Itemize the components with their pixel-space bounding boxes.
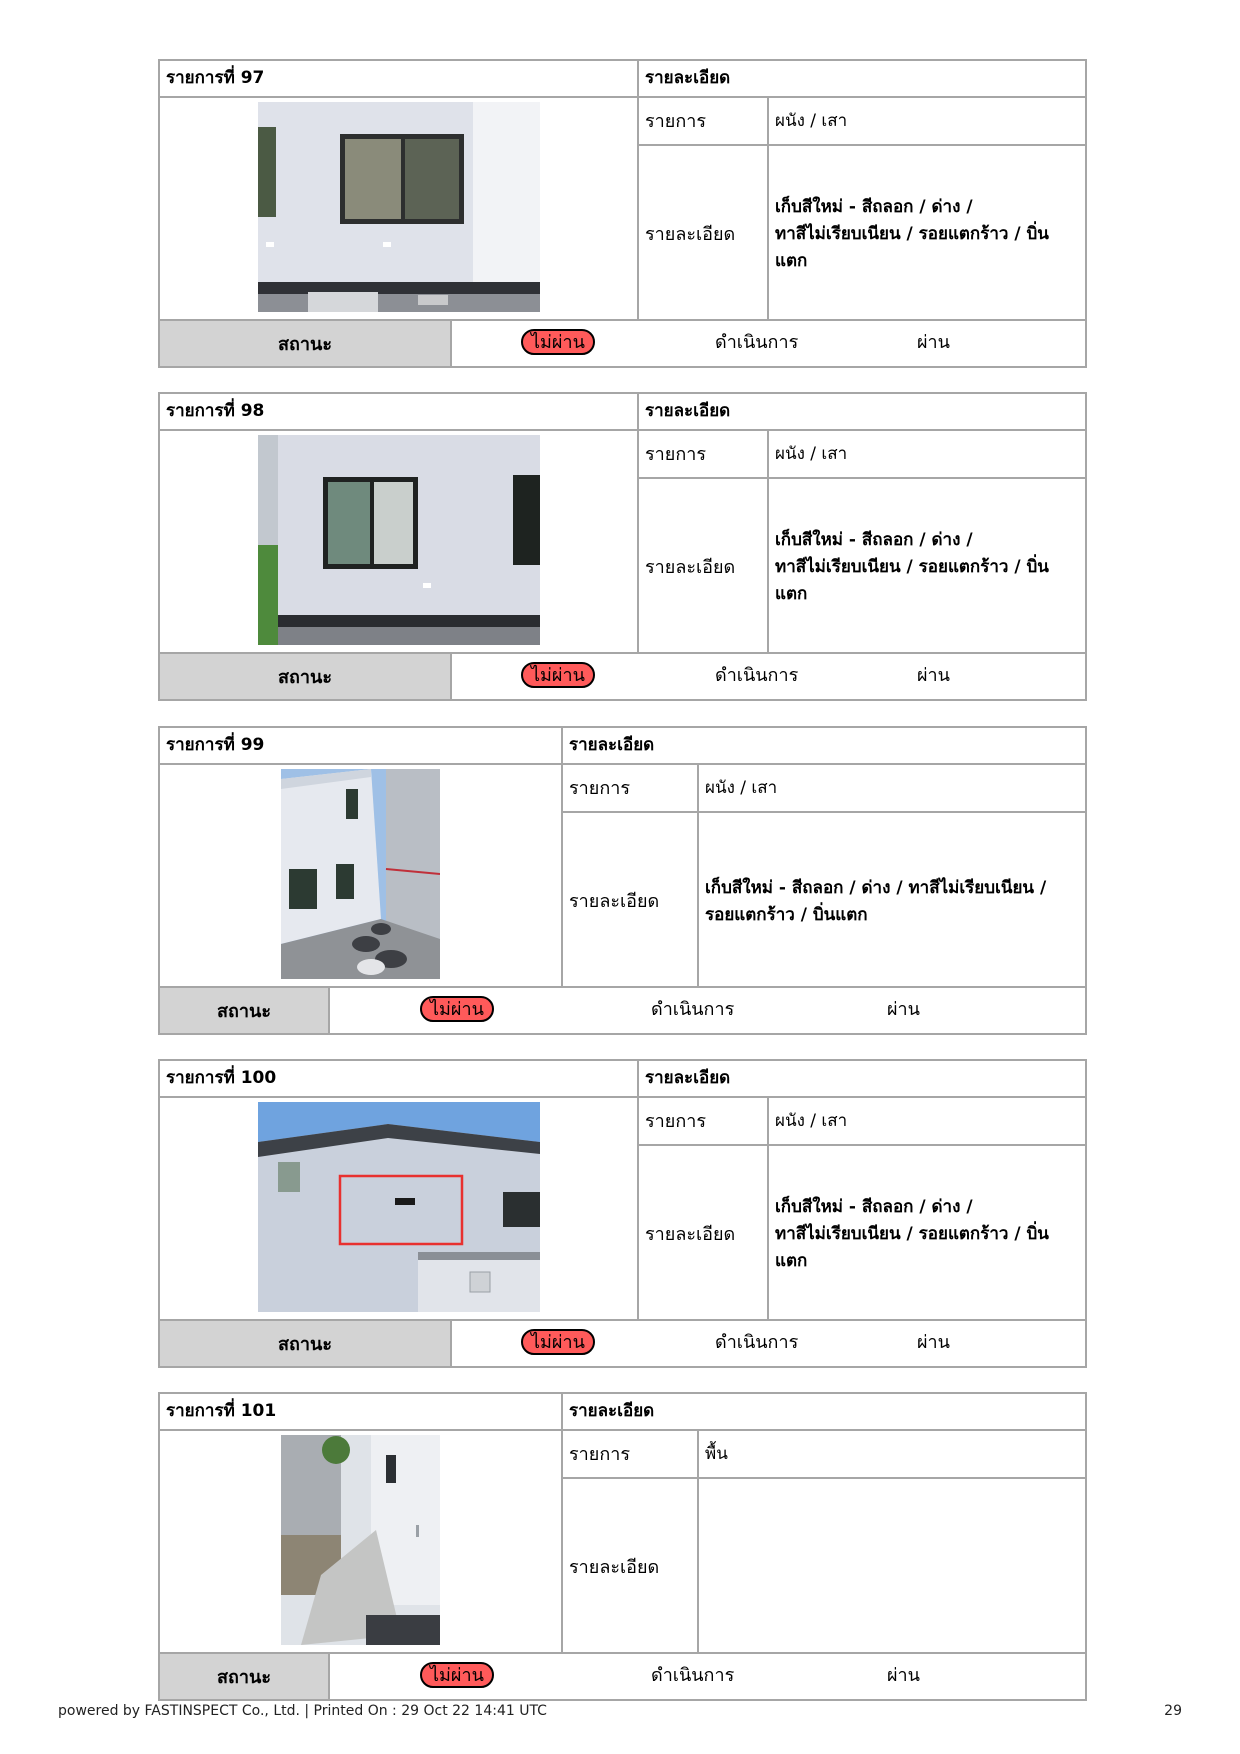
status-option-pass[interactable]: ผ่าน [887,999,920,1020]
item-value: ผนัง / เสา [775,110,848,131]
item-title: รายการที่ 99 [166,735,265,755]
item-header [160,728,1085,765]
detail-panel [561,1429,1085,1654]
inspection-photo[interactable] [258,102,540,312]
item-header [160,1061,1085,1098]
detail-label: รายละเอียด [563,813,699,988]
detail-value: เก็บสีใหม่ - สีถลอก / ด่าง / ทาสีไม่เรียบเนียน / รอยแตกร้าว / บิ่นแตก [775,530,1049,604]
detail-row [563,813,1085,988]
status-option-pass[interactable]: ผ่าน [917,1332,950,1353]
status-option-in-progress[interactable]: ดำเนินการ [651,999,735,1020]
item-label: รายการ [563,763,699,811]
item-header [160,61,1085,98]
inspection-item-98 [158,392,1087,701]
page-number: 29 [1164,1703,1182,1719]
status-option-pass[interactable]: ผ่าน [887,1665,920,1686]
item-row [639,1096,1085,1146]
item-value: ผนัง / เสา [775,443,848,464]
item-title: รายการที่ 101 [166,1401,277,1421]
status-option-fail-selected[interactable]: ไม่ผ่าน [521,1329,595,1355]
item-value: ผนัง / เสา [705,777,778,798]
status-label: สถานะ [160,1321,452,1366]
status-option-in-progress[interactable]: ดำเนินการ [651,1665,735,1686]
status-option-fail-selected[interactable]: ไม่ผ่าน [521,662,595,688]
detail-panel [637,1096,1085,1321]
footer-printed-info: powered by FASTINSPECT Co., Ltd. | Printed On : 29 Oct 22 14:41 UTC [58,1703,547,1719]
status-label: สถานะ [160,988,330,1033]
photo-cell [160,763,561,988]
item-row [563,1429,1085,1479]
item-row [639,96,1085,146]
detail-value [699,1479,1085,1654]
status-option-in-progress[interactable]: ดำเนินการ [715,1332,799,1353]
inspection-item-100 [158,1059,1087,1368]
inspection-item-101 [158,1392,1087,1701]
inspection-photo[interactable] [258,1102,540,1312]
item-label: รายการ [639,96,769,144]
item-header [160,394,1085,431]
item-label: รายการ [639,429,769,477]
photo-cell [160,429,637,654]
inspection-item-97 [158,59,1087,368]
detail-label: รายละเอียด [563,1479,699,1654]
item-title: รายการที่ 98 [166,401,265,421]
status-row [160,986,1085,1033]
item-row [639,429,1085,479]
photo-cell [160,1096,637,1321]
detail-row [639,479,1085,654]
item-title: รายการที่ 100 [166,1068,277,1088]
status-option-in-progress[interactable]: ดำเนินการ [715,332,799,353]
item-label: รายการ [639,1096,769,1144]
inspection-item-99 [158,726,1087,1035]
photo-cell [160,96,637,321]
detail-value: เก็บสีใหม่ - สีถลอก / ด่าง / ทาสีไม่เรียบเนียน / รอยแตกร้าว / บิ่นแตก [775,1197,1049,1271]
status-row [160,1652,1085,1699]
detail-header: รายละเอียด [637,61,1085,96]
item-title: รายการที่ 97 [166,68,265,88]
item-header [160,1394,1085,1431]
status-label: สถานะ [160,654,452,699]
status-option-fail-selected[interactable]: ไม่ผ่าน [420,1662,494,1688]
status-row [160,1319,1085,1366]
inspection-photo[interactable] [258,435,540,645]
detail-value: เก็บสีใหม่ - สีถลอก / ด่าง / ทาสีไม่เรียบเนียน / รอยแตกร้าว / บิ่นแตก [775,197,1049,271]
status-label: สถานะ [160,321,452,366]
detail-row [639,146,1085,321]
inspection-photo[interactable] [281,769,440,979]
status-option-fail-selected[interactable]: ไม่ผ่าน [420,996,494,1022]
detail-panel [561,763,1085,988]
detail-header: รายละเอียด [637,1061,1085,1096]
detail-header: รายละเอียด [637,394,1085,429]
detail-label: รายละเอียด [639,1146,769,1321]
detail-panel [637,96,1085,321]
status-row [160,652,1085,699]
status-option-pass[interactable]: ผ่าน [917,665,950,686]
inspection-photo[interactable] [281,1435,440,1645]
detail-header: รายละเอียด [561,728,1085,763]
detail-header: รายละเอียด [561,1394,1085,1429]
detail-row [563,1479,1085,1654]
item-label: รายการ [563,1429,699,1477]
status-option-in-progress[interactable]: ดำเนินการ [715,665,799,686]
photo-cell [160,1429,561,1654]
status-row [160,319,1085,366]
status-option-pass[interactable]: ผ่าน [917,332,950,353]
detail-label: รายละเอียด [639,479,769,654]
status-label: สถานะ [160,1654,330,1699]
detail-label: รายละเอียด [639,146,769,321]
status-option-fail-selected[interactable]: ไม่ผ่าน [521,329,595,355]
detail-value: เก็บสีใหม่ - สีถลอก / ด่าง / ทาสีไม่เรียบเนียน / รอยแตกร้าว / บิ่นแตก [705,877,1047,925]
item-value: ผนัง / เสา [775,1110,848,1131]
item-value: พื้น [705,1443,728,1464]
detail-row [639,1146,1085,1321]
detail-panel [637,429,1085,654]
item-row [563,763,1085,813]
